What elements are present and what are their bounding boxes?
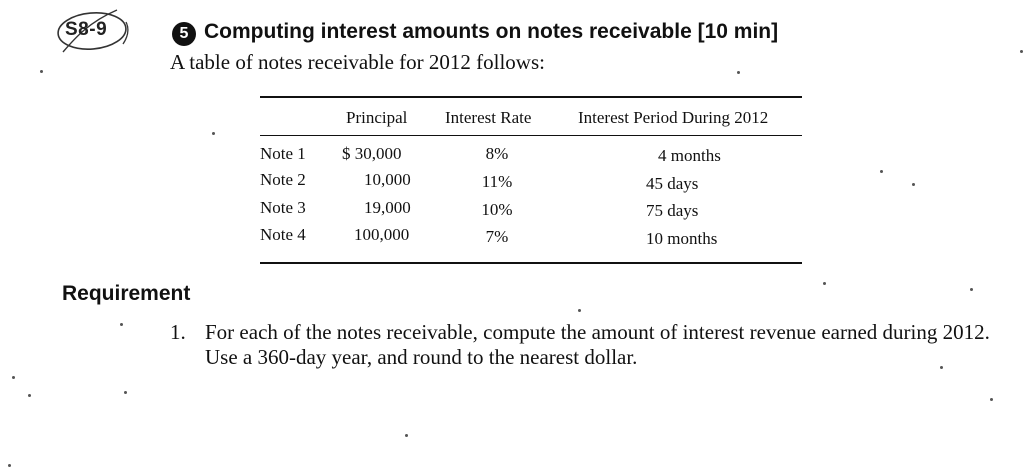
exercise-badge (55, 8, 133, 58)
principal-cell: 100,000 (354, 225, 410, 244)
requirement-item-text: For each of the notes receivable, compute the amount of interest revenue earned during 2012. Use a 360-day year, and round to the nearest dollar. (205, 320, 990, 369)
row-label: Note 3 (260, 198, 306, 217)
requirement-heading: Requirement (62, 282, 191, 305)
scan-speck (737, 71, 740, 74)
scan-speck (1020, 50, 1023, 53)
scan-speck (405, 434, 408, 437)
scan-speck (578, 309, 581, 312)
column-header-interest-rate: Interest Rate (445, 108, 532, 127)
principal-cell: 10,000 (364, 170, 411, 189)
header-rule (260, 135, 802, 136)
row-label: Note 4 (260, 225, 306, 244)
scan-speck (912, 183, 915, 186)
requirement-item-number: 1. (170, 320, 186, 344)
principal-cell: $ 30,000 (342, 144, 402, 163)
principal-cell: 19,000 (364, 198, 411, 217)
period-cell: 45 days (646, 174, 699, 193)
rate-cell: 7% (485, 227, 509, 246)
problem-intro: A table of notes receivable for 2012 follows: (170, 50, 545, 74)
scan-speck (40, 70, 43, 73)
scan-speck (28, 394, 31, 397)
scan-speck (212, 132, 215, 135)
scan-speck (880, 170, 883, 173)
notes-receivable-table (260, 96, 802, 264)
rate-cell: 10% (481, 200, 513, 219)
scan-speck (970, 288, 973, 291)
scan-speck (120, 323, 123, 326)
period-cell: 10 months (646, 229, 718, 248)
badge-label: S8-9 (65, 19, 108, 40)
rate-cell: 11% (481, 172, 513, 191)
scan-speck (124, 391, 127, 394)
period-cell: 75 days (646, 201, 699, 220)
scan-speck (940, 366, 943, 369)
row-label: Note 1 (260, 144, 306, 163)
scan-speck (823, 282, 826, 285)
period-cell: 4 months (658, 146, 721, 165)
column-header-principal: Principal (346, 108, 408, 127)
row-label: Note 2 (260, 170, 306, 189)
problem-heading: Computing interest amounts on notes receivable [10 min] (204, 20, 779, 43)
scan-speck (8, 464, 11, 467)
scan-speck (990, 398, 993, 401)
rate-cell: 8% (485, 144, 509, 163)
problem-number-badge: 5 (172, 22, 196, 46)
scan-speck (12, 376, 15, 379)
column-header-interest-period: Interest Period During 2012 (578, 108, 769, 127)
